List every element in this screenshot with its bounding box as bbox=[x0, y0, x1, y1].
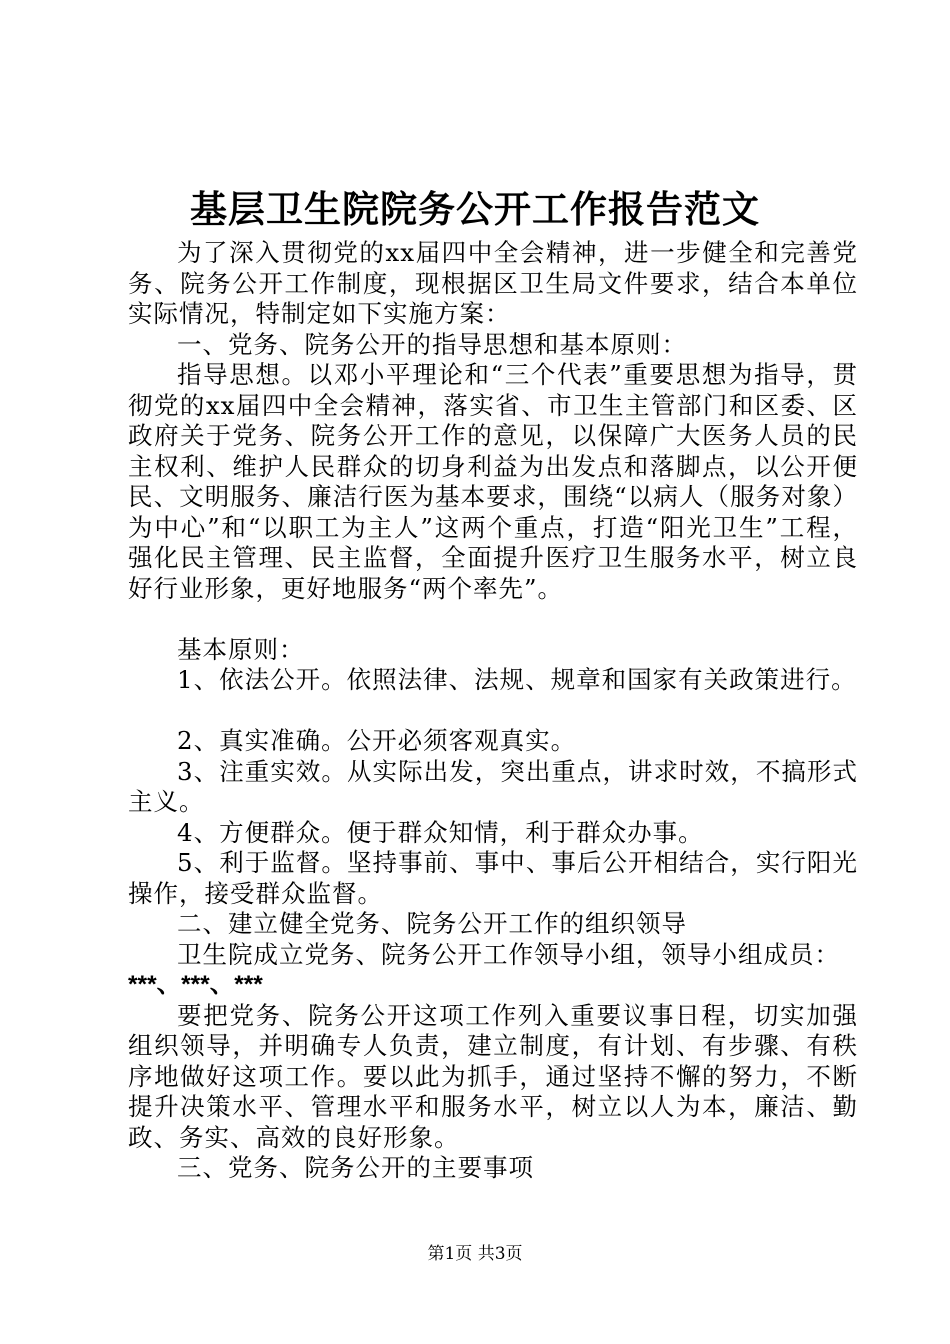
intro-paragraph: 为了深入贯彻党的xx届四中全会精神，进一步健全和完善党务、院务公开工作制度，现根据区卫生局文件要求，结合本单位实际情况，特制定如下实施方案： bbox=[128, 238, 858, 328]
section-heading-3: 三、党务、院务公开的主要事项 bbox=[177, 1153, 534, 1182]
principle-item-1: 1、依法公开。依照法律、法规、规章和国家有关政策进行。 bbox=[177, 665, 857, 694]
page-footer: 第1页 共3页 bbox=[427, 1244, 523, 1264]
document-body bbox=[128, 238, 858, 1184]
principle-item-5: 5、利于监督。坚持事前、事中、事后公开相结合，实行阳光操作，接受群众监督。 bbox=[128, 848, 858, 908]
leadership-group-members: ***、***、*** bbox=[128, 971, 263, 998]
basic-principles-heading: 基本原则： bbox=[177, 634, 305, 664]
section-heading-1: 一、党务、院务公开的指导思想和基本原则： bbox=[177, 329, 687, 359]
section-heading-2: 二、建立健全党务、院务公开工作的组织领导 bbox=[177, 909, 687, 938]
guiding-thought-paragraph: 指导思想。以邓小平理论和“三个代表”重要思想为指导，贯彻党的xx届四中全会精神，落实省、市卫生主管部门和区委、区政府关于党务、院务公开工作的意见，以保障广大医务人员的民主权利、维护人民群众的切身利益为出发点和落脚点，以公开便民、文明服务、廉洁行医为基本要求，围绕“以病人（服务对象）为中心”和“以职工为主人”这两个重点，打造“阳光卫生”工程，强化民主管理、民主监督，全面提升医疗卫生服务水平，树立良好行业形象，更好地服务“两个率先”。 bbox=[128, 360, 858, 603]
principle-item-4: 4、方便群众。便于群众知情，利于群众办事。 bbox=[177, 817, 704, 847]
document-title: 基层卫生院院务公开工作报告范文 bbox=[190, 187, 760, 231]
principle-item-3: 3、注重实效。从实际出发，突出重点，讲求时效，不搞形式主义。 bbox=[128, 756, 858, 816]
work-requirement-paragraph: 要把党务、院务公开这项工作列入重要议事日程，切实加强组织领导，并明确专人负责，建立制度，有计划、有步骤、有秩序地做好这项工作。要以此为抓手，通过坚持不懈的努力，不断提升决策水平、管理水平和服务水平，树立以人为本，廉洁、勤政、务实、高效的良好形象。 bbox=[128, 1000, 858, 1152]
principle-item-2: 2、真实准确。公开必须客观真实。 bbox=[177, 726, 577, 755]
leadership-group-paragraph: 卫生院成立党务、院务公开工作领导小组，领导小组成员： bbox=[177, 939, 840, 969]
